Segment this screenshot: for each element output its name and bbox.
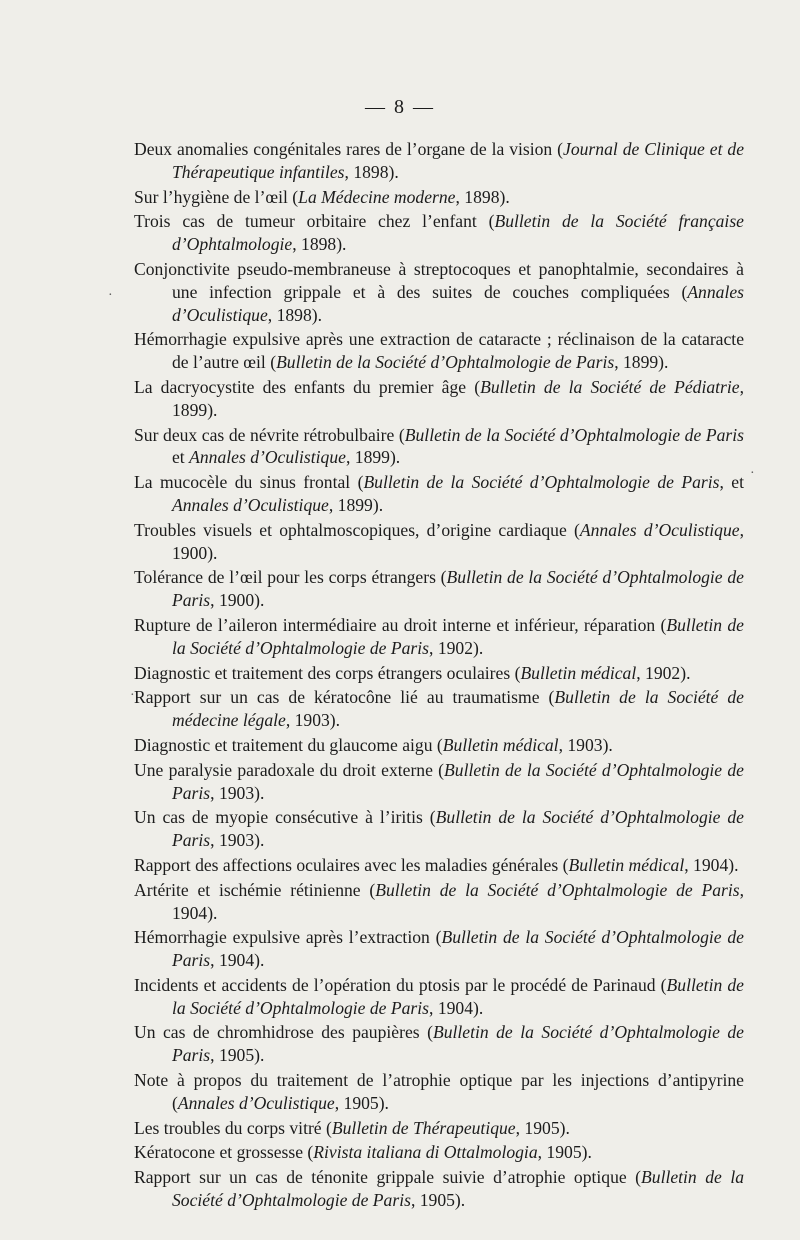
entry-tail: , 1905). — [515, 1117, 570, 1138]
entry-source: Bulletin de la Société d’Ophtalmologie de Paris — [172, 927, 744, 971]
margin-dot: · — [750, 466, 755, 481]
entry-title: Conjonctivite pseudo-membraneuse à streptocoques et panophtalmie, secondaires à une infection grippale et à des suites de couches compliquées ( — [134, 258, 744, 302]
entry-title: La dacryocystite des enfants du premier âge ( — [134, 376, 481, 397]
entry-title: Diagnostic et traitement du glaucome aigu ( — [134, 734, 443, 755]
bibliography-list — [134, 138, 744, 1214]
bibliography-entry — [134, 186, 744, 209]
bibliography-entry — [134, 614, 744, 660]
entry-source: Bulletin de la Société d’Ophtalmologie de Paris — [404, 424, 744, 445]
entry-source: Bulletin de la Société de médecine légale — [172, 687, 744, 731]
entry-title: Rupture de l’aileron intermédiaire au droit interne et inférieur, réparation ( — [134, 614, 667, 635]
entry-tail: , 1903). — [558, 734, 613, 755]
entry-tail: , et — [719, 472, 745, 493]
entry-tail: , 1900). — [172, 519, 744, 563]
entry-tail: et — [172, 447, 190, 468]
entry-source: Bulletin médical — [442, 734, 559, 755]
bibliography-entry — [134, 974, 744, 1020]
entry-title: Rapport sur un cas de ténonite grippale suivie d’atrophie optique ( — [134, 1167, 642, 1188]
entry-source: Bulletin de la Société de Pédiatrie — [480, 376, 740, 397]
bibliography-entry — [134, 424, 744, 470]
entry-source: La Médecine moderne — [298, 186, 456, 207]
entry-source: Annales d’Oculistique — [172, 281, 744, 325]
bibliography-entry — [134, 879, 744, 925]
bibliography-entry — [134, 926, 744, 972]
entry-source: Bulletin médical — [520, 662, 637, 683]
entry-tail: , 1903). — [285, 710, 341, 731]
entry-tail: , 1904). — [429, 997, 484, 1018]
bibliography-entry — [134, 686, 744, 732]
entry-tail: , 1904). — [172, 879, 745, 923]
bibliography-entry — [134, 662, 744, 685]
entry-title: Trois cas de tumeur orbitaire chez l’enfant ( — [134, 211, 495, 232]
entry-tail: , 1902). — [429, 637, 484, 658]
entry-tail: , 1904). — [210, 950, 265, 971]
entry-tail: , 1898). — [292, 234, 347, 255]
entry-tail: , 1905). — [210, 1045, 265, 1066]
margin-dot: · — [130, 688, 135, 703]
entry-title: Sur deux cas de névrite rétrobulbaire ( — [134, 424, 405, 445]
bibliography-entry — [134, 471, 744, 517]
entry-title: Un cas de myopie consécutive à l’iritis ( — [134, 807, 436, 828]
entry-title: La mucocèle du sinus frontal ( — [134, 472, 364, 493]
entry-source: Bulletin de la Société française d’Ophtalmologie — [172, 211, 744, 255]
entry-tail: , 1898). — [344, 161, 399, 182]
entry-tail: , 1899). — [614, 352, 669, 373]
entry-source: Bulletin de la Société d’Ophtalmologie de Paris — [172, 759, 744, 803]
entry-source: Bulletin de la Société d’Ophtalmologie de Paris — [375, 879, 740, 900]
page-number: — 8 — — [365, 96, 435, 118]
bibliography-entry — [134, 1021, 744, 1067]
entry-title: Sur l’hygiène de l’œil ( — [134, 186, 299, 207]
entry-source: Bulletin de la Société d’Ophtalmologie de Paris — [172, 614, 744, 658]
bibliography-entry — [134, 734, 744, 757]
bibliography-entry — [134, 258, 744, 326]
entry-source: Bulletin de la Société d’Ophtalmologie de Paris — [172, 1167, 745, 1211]
bibliography-entry — [134, 1166, 744, 1212]
bibliography-entry — [134, 759, 744, 805]
entry-source: Rivista italiana di Ottalmologia — [313, 1142, 538, 1163]
entry-tail: , 1898). — [455, 186, 510, 207]
entry-title: Rapport des affections oculaires avec les maladies générales ( — [134, 854, 569, 875]
entry-tail-secondary: , 1899). — [345, 447, 401, 468]
entry-title: Artérite et ischémie rétinienne ( — [134, 879, 376, 900]
entry-source: Bulletin de la Société d’Ophtalmologie de Paris — [172, 807, 744, 851]
entry-source: Bulletin médical — [568, 854, 685, 875]
entry-title: Troubles visuels et ophtalmoscopiques, d’origine cardiaque ( — [134, 519, 580, 540]
entry-tail: , 1905). — [334, 1092, 389, 1113]
bibliography-entry — [134, 328, 744, 374]
entry-source: Bulletin de Thérapeutique — [331, 1117, 516, 1138]
entry-source: Bulletin de la Société d’Ophtalmologie de Paris — [172, 974, 744, 1018]
entry-tail: , 1903). — [210, 830, 265, 851]
entry-title: Rapport sur un cas de kératocône lié au traumatisme ( — [134, 687, 555, 708]
entry-source: Bulletin de la Société d’Ophtalmologie de Paris — [172, 1022, 744, 1066]
entry-source: Journal de Clinique et de Thérapeutique infantiles — [172, 139, 744, 182]
entry-source: Bulletin de la Société d’Ophtalmologie de Paris — [276, 352, 615, 373]
entry-title: Tolérance de l’œil pour les corps étrangers ( — [134, 567, 447, 588]
bibliography-entry — [134, 1117, 744, 1140]
bibliography-entry — [134, 1141, 744, 1164]
bibliography-entry — [134, 138, 744, 184]
entry-title: Kératocone et grossesse ( — [134, 1142, 314, 1163]
bibliography-entry — [134, 806, 744, 852]
entry-tail: , 1899). — [172, 376, 744, 420]
entry-title: Une paralysie paradoxale du droit externe ( — [134, 759, 445, 780]
entry-title: Deux anomalies congénitales rares de l’organe de la vision ( — [134, 139, 564, 159]
entry-source: Annales d’Oculistique — [177, 1092, 335, 1113]
entry-title: Diagnostic et traitement des corps étrangers oculaires ( — [134, 662, 521, 683]
entry-tail: , 1904). — [684, 854, 739, 875]
bibliography-entry — [134, 1069, 744, 1115]
bibliography-entry — [134, 854, 744, 877]
entry-title: Hémorrhagie expulsive après l’extraction ( — [134, 927, 442, 948]
entry-source: Bulletin de la Société d’Ophtalmologie de Paris — [172, 567, 744, 611]
bibliography-entry — [134, 210, 744, 256]
entry-tail: , 1905). — [537, 1142, 592, 1163]
entry-title: Incidents et accidents de l’opération du ptosis par le procédé de Parinaud ( — [134, 974, 667, 995]
entry-tail: , 1902). — [636, 662, 691, 683]
bibliography-entry — [134, 566, 744, 612]
entry-title: Note à propos du traitement de l’atrophie optique par les injections d’antipyrine ( — [134, 1070, 744, 1113]
margin-dot: · — [108, 288, 113, 303]
entry-source-secondary: Annales d’Oculistique — [189, 447, 346, 468]
entry-tail-secondary: , 1899). — [328, 494, 384, 515]
entry-tail: , 1903). — [210, 782, 265, 803]
entry-title: Les troubles du corps vitré ( — [134, 1117, 332, 1138]
entry-source-secondary: Annales d’Oculistique — [172, 494, 329, 515]
entry-title: Hémorrhagie expulsive après une extraction de cataracte ; réclinaison de la cataracte de l’autre œil ( — [134, 329, 744, 373]
entry-tail: , 1898). — [267, 304, 323, 325]
bibliography-entry — [134, 376, 744, 422]
entry-source: Bulletin de la Société d’Ophtalmologie de Paris — [363, 472, 720, 493]
entry-source: Annales d’Oculistique — [579, 519, 740, 540]
bibliography-entry — [134, 519, 744, 565]
entry-title: Un cas de chromhidrose des paupières ( — [134, 1022, 433, 1043]
entry-tail: , 1900). — [210, 590, 265, 611]
entry-tail: , 1905). — [410, 1190, 466, 1211]
